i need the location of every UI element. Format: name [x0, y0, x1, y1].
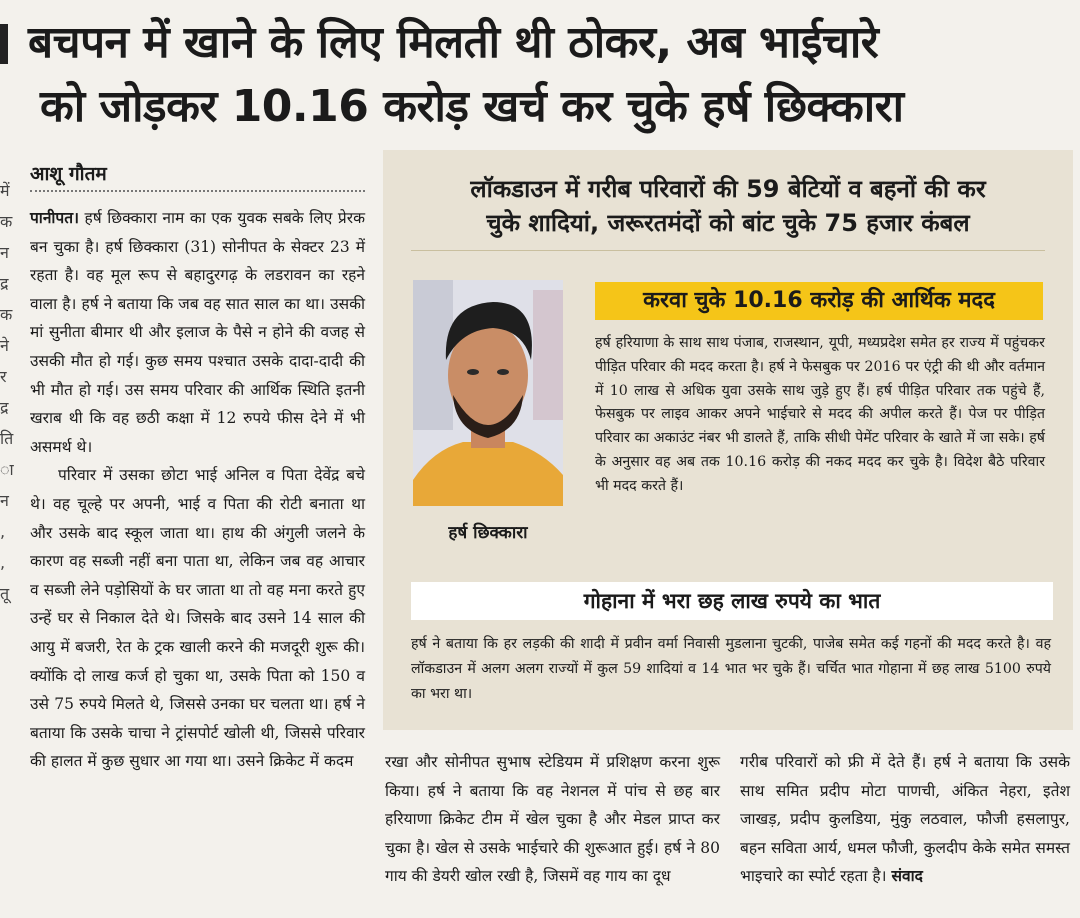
box-divider [411, 250, 1045, 251]
box-heading-line-2: चुके शादियां, जरूरतमंदों को बांट चुके 75 हजार कंबल [486, 209, 970, 237]
byline: आशू गौतम [30, 163, 107, 185]
article-column-1 [30, 204, 365, 776]
edge-char: क [0, 212, 13, 231]
adjacent-column-fragment [0, 175, 14, 609]
portrait-photo [413, 280, 563, 506]
box-heading-line-1: लॉकडाउन में गरीब परिवारों की 59 बेटियों व बहनों की कर [470, 175, 986, 203]
box-text-1: हर्ष हरियाणा के साथ साथ पंजाब, राजस्थान, यूपी, मध्यप्रदेश समेत हर राज्य में पहुंचकर पीड़ित परिवार की मदद करता है। हर्ष ने फेसबुक पर 2016 पर एंट्री की थी और वर्तमान में 10 लाख से अधिक युवा उसके साथ जुड़े हुए हैं। हर्ष पीड़ित परिवार तक पहुंचे हैं, फेसबुक पर लाइव आकर अपने भाईचारे से मदद की अपील करते हैं। पेज पर पीड़ित परिवार का अकाउंट नंबर भी डालते हैं, ताकि सीधी पेमेंट परिवार के खाते में जा सके। हर्ष के अनुसार वह अब तक 10.16 करोड़ की नकद मदद कर चुके है। विदेश बैठे परिवार भी मदद करते हैं। [595, 335, 1045, 494]
highlight-subheading: करवा चुके 10.16 करोड़ की आर्थिक मदद [595, 282, 1043, 320]
box-subheading: गोहाना में भरा छह लाख रुपये का भात [411, 582, 1053, 620]
portrait-illustration [413, 280, 563, 506]
dateline: पानीपत। [30, 208, 79, 227]
edge-char: ने [0, 336, 9, 355]
edge-char: ति [0, 429, 14, 448]
paragraph-1 [30, 204, 365, 461]
edge-char: न [0, 243, 9, 262]
signoff: संवाद [891, 866, 923, 886]
article-column-3 [740, 748, 1070, 891]
edge-char: में [0, 181, 10, 200]
box-text-2: हर्ष ने बताया कि हर लड़की की शादी में प्रवीन वर्मा निवासी मुडलाना चुटकी, पाजेब समेत कई गहनों की मदद करते है। वह लॉकडाउन में अलग अलग राज्यों में कुल 59 शादियां व 14 भात भर चुके हैं। चर्चित भात गोहाना में छह लाख 5100 रुपये का भरा था। [411, 636, 1051, 702]
feature-box [383, 150, 1073, 730]
edge-char: द्र [0, 398, 9, 417]
headline-line-1: बचपन में खाने के लिए मिलती थी ठोकर, अब भाईचारे [28, 17, 879, 68]
edge-char: तू [0, 584, 10, 603]
photo-caption: हर्ष छिक्कारा [448, 523, 528, 543]
edge-char: न [0, 491, 9, 510]
edge-char: क [0, 305, 13, 324]
edge-char: , [0, 553, 6, 572]
paragraph-2: परिवार में उसका छोटा भाई अनिल व पिता देवेंद्र बचे थे। वह चूल्हे पर अपनी, भाई व पिता की रोटी बनाता था और उसके बाद स्कूल जाता था। हाथ की अंगुली जलने के कारण वह सब्जी नहीं बना पाता था, लेकिन जब वह आचार व सब्जी लेने पड़ोसियों के घर जाता था तो वह मना करते हुए उन्हें घर से निकाल देते थे। जिसके बाद उसने 14 साल की आयु में बजरी, रेत के ट्रक खाली करने की मजदूरी शुरू की। क्योंकि दो लाख कर्ज हो चुका था, उसके पिता को 150 व उसे 75 रुपये मिलते थे, जिससे उनका घर चलता था। हर्ष ने बताया कि उसके चाचा ने ट्रांसपोर्ट खोली थी, जिससे परिवार की हालत में कुछ सुधार आ गया था। उसने क्रिकेट में कदम [30, 466, 365, 771]
headline-line-2: को जोड़कर 10.16 करोड़ खर्च कर चुके हर्ष छिक्कारा [40, 81, 904, 132]
box-heading [383, 172, 1073, 240]
edge-char: , [0, 522, 6, 541]
column-3-text: गरीब परिवारों को फ्री में देते हैं। हर्ष ने बताया कि उसके साथ समित प्रदीप मोटा पाणची, अंकित नेहरा, इतेश जाखड़, प्रदीप कुलडिया, मुंकु लठवाल, फौजी हसलापुर, बहन सविता आर्य, धमल फौजी, कुलदीप केके समेत समस्त भाइचारे का स्पोर्ट रहता है। [740, 753, 1070, 886]
edge-char: द्र [0, 274, 9, 293]
edge-char: र [0, 367, 7, 386]
paragraph-1-text: हर्ष छिक्कारा नाम का एक युवक सबके लिए प्रेरक बन चुका है। हर्ष छिक्कारा (31) सोनीपत के सेक्टर 23 में रहता है। वह मूल रूप से बहादुरगढ़ के लडरावन का रहने वाला है। हर्ष ने बताया कि जब वह सात साल का था। उसकी मां सुनीता बीमार थी और इलाज के पैसे न होने की वजह से उसकी मौत हो गई। कुछ समय पश्चात उसके दादा-दादी की भी मौत हो गई। उस समय परिवार की आर्थिक स्थिति इतनी खराब थी कि वह छठी कक्षा में 12 रुपये फीस देने में भी असमर्थ थे। [30, 209, 365, 456]
article-column-2: रखा और सोनीपत सुभाष स्टेडियम में प्रशिक्षण करना शुरू किया। हर्ष ने बताया कि वह नेशनल में पांच से छह बार हरियाणा क्रिकेट टीम में खेल चुका है और मेडल प्राप्त कर चुका है। खेल से उसके भाईचारे की शुरूआत हुई। हर्ष ने 80 गाय की डेयरी खोल रखी है, जिसमें वह गाय का दूध [385, 753, 720, 886]
byline-divider [30, 190, 365, 192]
edge-char: ा [0, 460, 14, 479]
headline [0, 0, 1080, 140]
